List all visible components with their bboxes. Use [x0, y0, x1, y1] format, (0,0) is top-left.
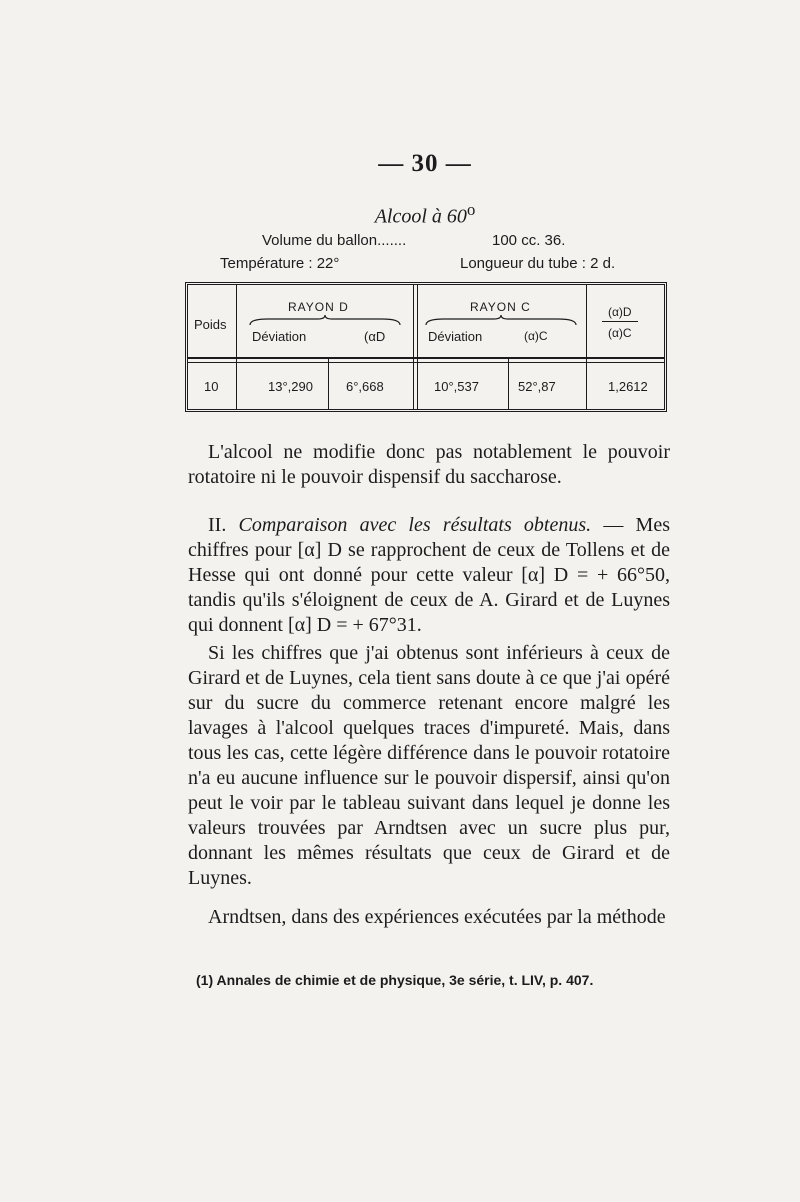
cell-alpha-c: 52°,87: [518, 379, 556, 394]
subtitle-degree: o: [466, 200, 476, 219]
tube-length: Longueur du tube : 2 d.: [460, 255, 616, 272]
section-number: II.: [208, 514, 239, 536]
section-heading: Comparaison avec les résultats obtenus.: [238, 514, 592, 536]
deviation-d-header: Déviation: [252, 329, 307, 344]
cell-alpha-d: 6°,668: [346, 379, 384, 394]
table-rule: [413, 285, 418, 409]
volume-value: 100 cc. 36.: [492, 232, 566, 249]
ratio-bar: [602, 321, 638, 322]
cell-poids: 10: [204, 379, 219, 394]
brace-rayon-d: [248, 315, 403, 327]
cell-dev-c: 10°,537: [434, 379, 479, 394]
table-rule: [328, 357, 329, 409]
ratio-bottom: (α)C: [608, 326, 632, 340]
volume-label: Volume du ballon.......: [262, 232, 407, 249]
deviation-c-header: Déviation: [428, 329, 483, 344]
rayon-d-header: RAYON D: [288, 300, 349, 314]
footnote: (1) Annales de chimie et de physique, 3e série, t. LIV, p. 407.: [196, 972, 594, 988]
table-header-rule: [188, 357, 664, 363]
paragraph-2-body: — Mes chiffres pour [α] D se rapprochent de ceux de Tollens et de Hesse qui ont donné pour cette valeur [α] D = + 66°50, tandis qu'ils s'éloignent de ceux de A. Girard et de Luynes qui donnent [α] D = + 67°31.: [188, 514, 670, 636]
cell-ratio: 1,2612: [608, 379, 648, 394]
temperature: Température : 22°: [220, 255, 340, 272]
section-subtitle: [0, 200, 800, 229]
alpha-d-header: (αD: [364, 329, 386, 344]
paragraph-3-text: Si les chiffres que j'ai obtenus sont inférieurs à ceux de Girard et de Luynes, cela tient sans doute à ce que j'ai opéré sur du sucre du commerce retenant encore malgré les lavages à l'alcool quelques traces d'impureté. Mais, dans tous les cas, cette légère différence dans le pouvoir rotatoire n'a eu aucune influence sur le pouvoir dispersif, ainsi qu'on peut le voir par le tableau suivant dans lequel je donne les valeurs trouvées par Arndtsen avec un sucre plus pur, donnant les mêmes résultats que ceux de Girard et de Luynes.: [188, 642, 670, 889]
ratio-top: (α)D: [608, 305, 632, 319]
paragraph-4: [188, 905, 670, 930]
measurement-table: [185, 282, 667, 412]
col-poids-header: Poids: [194, 317, 227, 332]
brace-rayon-c: [424, 315, 579, 327]
table-rule: [236, 285, 237, 409]
rayon-c-header: RAYON C: [470, 300, 531, 314]
paragraph-1-text: L'alcool ne modifie donc pas notablement le pouvoir rotatoire ni le pouvoir dispensif du saccharose.: [188, 441, 670, 488]
page-number: — 30 —: [378, 150, 472, 177]
alpha-c-header: (α)C: [524, 329, 548, 343]
subtitle-text: Alcool à 60: [374, 205, 467, 228]
paragraph-3: [188, 641, 670, 891]
table-rule: [586, 285, 587, 409]
cell-dev-d: 13°,290: [268, 379, 313, 394]
table-rule: [508, 357, 509, 409]
paragraph-1: [188, 440, 670, 490]
paragraph-2-text: [188, 513, 670, 638]
paragraph-4-text: Arndtsen, dans des expériences exécutées par la méthode: [208, 906, 666, 928]
paragraph-2: [188, 513, 670, 638]
